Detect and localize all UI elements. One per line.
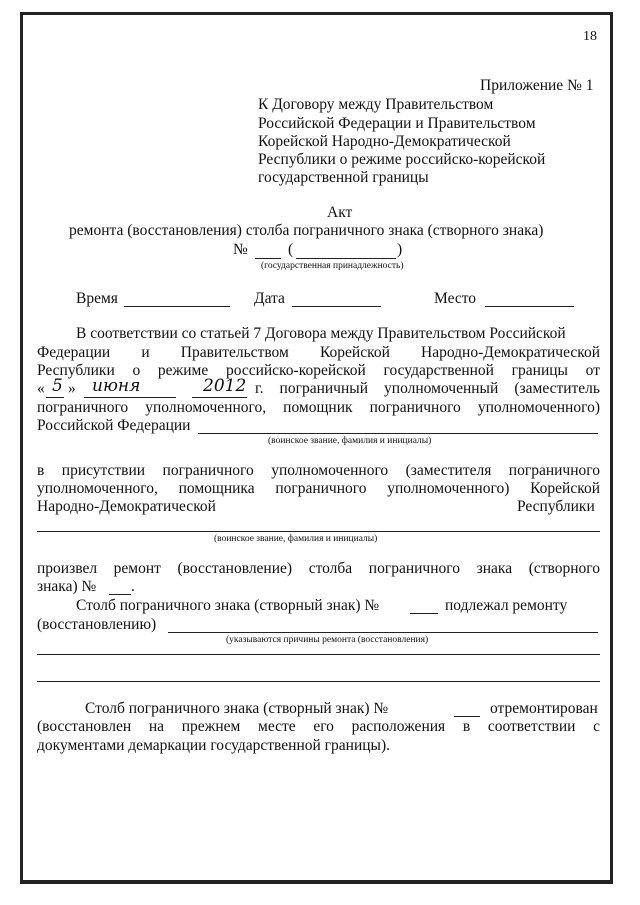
para3-line3-start: Столб пограничного знака (створный знак) № [76,597,380,614]
para4-line: документами демаркации государственной границы). [37,737,390,754]
para1-line4-rest: г. пограничный уполномоченный (заместитель [255,380,600,397]
sign-number-field [109,594,131,595]
day-field [46,397,64,398]
para2-line: в присутствии пограничного уполномоченного (заместителя пограничного [37,462,600,479]
document-subtitle: ремонта (восстановления) столба пограничного знака (створного знака) [69,222,544,239]
place-field [485,306,574,307]
repair-reason-field [168,632,598,633]
para1-line: пограничного уполномоченного, помощник пограничного уполномоченного) [37,399,600,416]
para3-line: произвел ремонт (восстановление) столба пограничного знака (створного [37,560,600,577]
time-label: Время [76,290,118,307]
quote-close: » [68,380,76,397]
para2-line3-right: Республики [517,498,595,515]
quote-open: « [37,380,45,397]
act-number-field [255,258,281,259]
ownership-caption: (государственная принадлежность) [261,261,404,271]
para3-line3-end: подлежал ремонту [445,597,568,614]
paren-close: ) [397,241,403,258]
korean-official-caption: (воинское звание, фамилия и инициалы) [214,534,378,544]
para1-line: Федерации и Правительством Корейской Народно-Демократической [37,344,600,361]
appendix-line: Корейской Народно-Демократической [258,133,511,150]
handwritten-year: 2012 [203,376,247,396]
year-field [192,397,247,398]
para4-line: (восстановлен на прежнем месте его расположения в соответствии с [37,718,600,735]
repair-reason-line [37,654,600,655]
paren-open: ( [288,241,294,258]
para1-line: В соответствии со статьей 7 Договора между Правительством Российской [76,325,566,342]
handwritten-day: 5 [52,376,63,396]
korean-official-field [37,531,600,532]
place-label: Место [434,290,477,307]
para3-line4: (восстановлению) [37,616,157,633]
russian-official-field [198,433,598,434]
para4-line1-start: Столб пограничного знака (створный знак) № [85,700,389,717]
act-number-label: № [233,241,248,258]
month-field [84,397,176,398]
handwritten-month: июня [92,376,141,396]
appendix-line: Российской Федерации и Правительством [258,115,536,132]
page-number: 18 [583,29,597,44]
date-field [292,306,381,307]
para2-line3-left: Народно-Демократической [37,498,216,515]
para4-line1-end: отремонтирован [490,700,598,717]
document-title: Акт [327,204,353,221]
sign-number-field-2 [410,613,438,614]
repaired-sign-number-field [454,716,480,717]
appendix-label: Приложение № 1 [480,77,594,94]
date-label: Дата [254,290,285,307]
para1-line: Республики о режиме российско-корейской государственной границы от [37,362,600,379]
ownership-field [296,258,396,259]
appendix-line: Республики о режиме российско-корейской [258,151,546,168]
para3-line2-end: . [131,578,135,595]
repair-reason-line [37,681,600,682]
appendix-line: государственной границы [258,169,429,186]
para3-line2: знака) № [37,578,97,595]
time-field [124,306,230,307]
para2-line: уполномоченного, помощника пограничного уполномоченного) Корейской [37,480,600,497]
para1-line: Российской Федерации [37,417,191,434]
repair-reason-caption: (указываются причины ремонта (восстановления) [226,635,429,645]
russian-official-caption: (воинское звание, фамилия и инициалы) [268,436,432,446]
appendix-line: К Договору между Правительством [258,96,494,113]
